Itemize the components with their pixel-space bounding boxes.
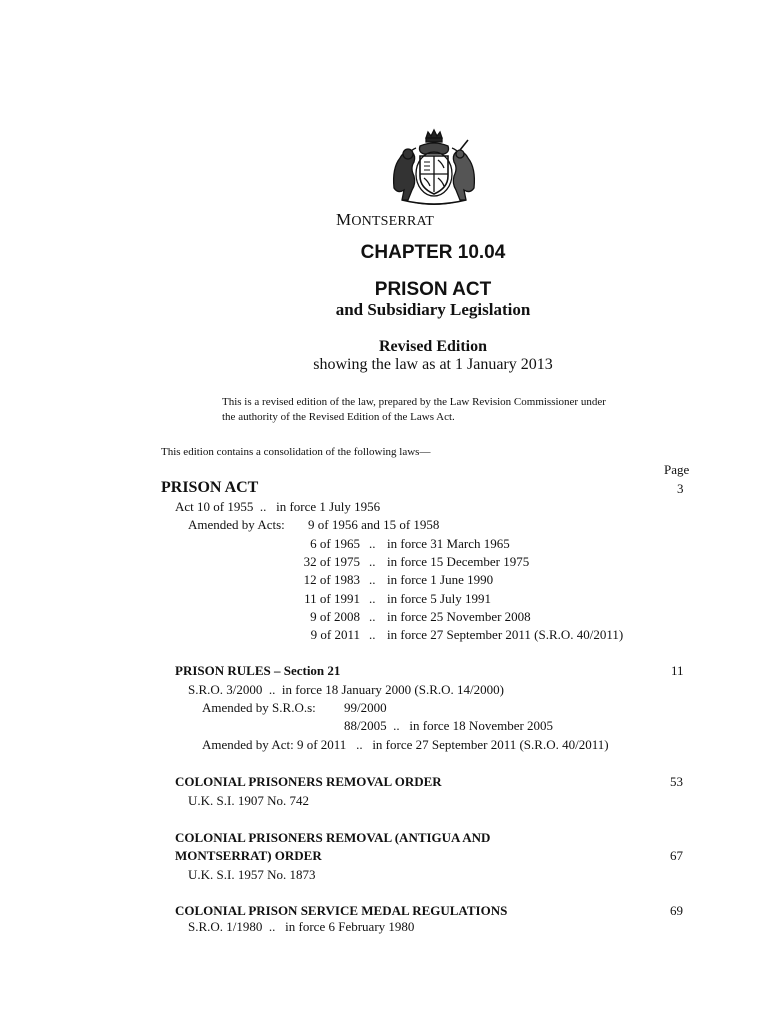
amended-sro-second: [344, 718, 553, 734]
leader-dots: ..: [369, 572, 376, 587]
leader-dots: ..: [369, 554, 376, 569]
amended-by-sros-label: Amended by S.R.O.s:: [202, 700, 316, 715]
amendment-in-force: in force 1 June 1990: [387, 572, 494, 587]
leader-dots: ..: [268, 682, 276, 697]
amendment-in-force: in force 27 September 2011 (S.R.O. 40/2011): [387, 627, 624, 642]
amending-act: Amended by Act: 9 of 2011: [202, 737, 347, 752]
consolidation-intro: This edition contains a consolidation of the following laws—: [161, 446, 431, 458]
act-subtitle: and Subsidiary Legislation: [335, 300, 531, 319]
country-rest: ONTSERRAT: [351, 214, 435, 229]
removal-order-heading: COLONIAL PRISONERS REMOVAL ORDER: [175, 774, 442, 789]
prison-rules-page: 11: [671, 663, 684, 678]
revised-edition: Revised Edition: [378, 338, 487, 355]
act-title: PRISON ACT: [374, 279, 492, 300]
prison-act-page: 3: [677, 481, 684, 496]
leader-dots: ..: [369, 609, 376, 624]
removal-antigua-heading-line-2: MONTSERRAT) ORDER: [175, 848, 322, 863]
page-column-header: Page: [664, 462, 690, 477]
in-force-date: in force 18 November 2005: [409, 718, 554, 733]
amendment-number: 9 of 2011: [310, 627, 360, 642]
leader-dots: ..: [356, 737, 363, 752]
leader-dots: ..: [268, 919, 276, 934]
country-name: [0, 210, 770, 230]
amendment-number: 6 of 1965: [310, 536, 360, 551]
sro-number: S.R.O. 1/1980: [188, 919, 263, 934]
amended-by-acts-label: Amended by Acts:: [188, 517, 285, 532]
in-force-date: in force 18 January 2000 (S.R.O. 14/2000): [281, 682, 504, 697]
medal-regulations-heading: COLONIAL PRISON SERVICE MEDAL REGULATIONS: [175, 903, 508, 918]
amended-sro-first: 99/2000: [344, 700, 387, 715]
removal-order-page: 53: [670, 774, 683, 789]
country-initial: M: [335, 210, 352, 229]
amendment-in-force: in force 25 November 2008: [387, 609, 531, 624]
amendment-in-force: in force 31 March 1965: [387, 536, 510, 551]
amendment-in-force: in force 15 December 1975: [387, 554, 530, 569]
amendment-number: 11 of 1991: [304, 591, 360, 606]
prison-rules-sro: [188, 682, 504, 698]
leader-dots: ..: [369, 536, 376, 551]
removal-antigua-ref: U.K. S.I. 1957 No. 1873: [188, 867, 316, 882]
removal-order-ref: U.K. S.I. 1907 No. 742: [188, 793, 309, 808]
prison-rules-heading: PRISON RULES – Section 21: [175, 663, 341, 678]
amendment-number: 9 of 2008: [310, 609, 360, 624]
amended-by-act: [202, 737, 609, 753]
leader-dots: ..: [259, 499, 267, 514]
in-force-date: in force 1 July 1956: [276, 499, 381, 514]
sro-number: S.R.O. 3/2000: [188, 682, 263, 697]
act-number: Act 10 of 1955: [175, 499, 254, 514]
amendment-number: 32 of 1975: [303, 554, 360, 569]
removal-antigua-page: 67: [670, 848, 683, 863]
sro-number: 88/2005: [344, 718, 387, 733]
prison-act-heading: PRISON ACT: [161, 479, 259, 496]
amended-by-acts-first: 9 of 1956 and 15 of 1958: [308, 517, 440, 532]
chapter-title: CHAPTER 10.04: [360, 242, 506, 263]
leader-dots: ..: [369, 591, 376, 606]
revision-note-line-1: This is a revised edition of the law, prepared by the Law Revision Commissioner under: [222, 396, 606, 408]
removal-antigua-heading-line-1: COLONIAL PRISONERS REMOVAL (ANTIGUA AND: [175, 830, 491, 845]
showing-law-date: showing the law as at 1 January 2013: [313, 356, 553, 373]
in-force-date: in force 27 September 2011 (S.R.O. 40/2011): [372, 737, 609, 752]
leader-dots: ..: [393, 718, 400, 733]
amendment-number: 12 of 1983: [303, 572, 360, 587]
medal-regulations-ref: [188, 919, 414, 935]
revision-note-line-2: the authority of the Revised Edition of the Laws Act.: [222, 411, 455, 423]
in-force-date: in force 6 February 1980: [285, 919, 415, 934]
royal-coat-of-arms-icon: [386, 128, 482, 208]
prison-act-original: [175, 499, 380, 515]
medal-regulations-page: 69: [670, 903, 683, 918]
leader-dots: ..: [369, 627, 376, 642]
amendment-in-force: in force 5 July 1991: [387, 591, 491, 606]
